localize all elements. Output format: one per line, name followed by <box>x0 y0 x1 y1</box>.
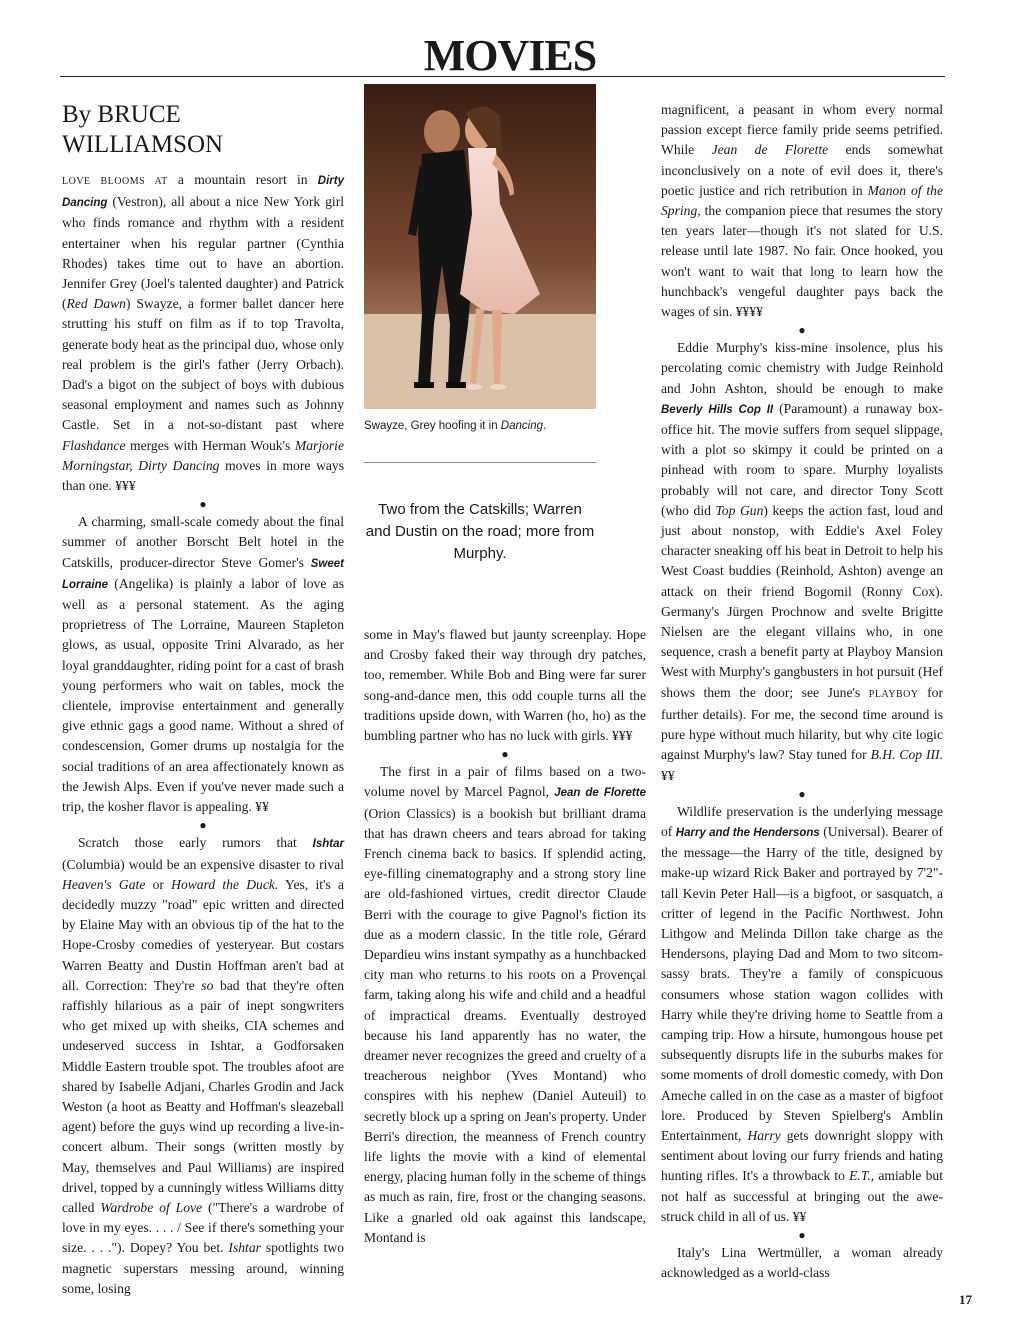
bullet-divider: ● <box>798 1227 806 1242</box>
byline: By BRUCE WILLIAMSON <box>62 101 224 158</box>
review-harry-and-the-hendersons: Wildlife preservation is the underlying message of Harry and the Hendersons (Universal). Bearer of the message—the Harry of the title, designed by make-up wizard Rick Baker and portrayed by 7'2"-tall Kevin Peter Hall—is a bigfoot, or sasquatch, a critter of legend in the Pacific Northwest. John Lithgow and Melinda Dillon take charge as the Hendersons, playing Dad and Mom to two sitcom-sassy brats. They're a family of conspicuous consumers whose station wagon collides with Harry while they're driving home to Seattle from a camping trip. How a hirsute, humongous house pet subsequently disrupts life in the suburbs makes for some moments of droll domestic comedy, with Don Ameche called in on the case as a master of bigfoot lore. Produced by Steven Spielberg's Amblin Entertainment, Harry gets downright sloppy with sentiment about loving our furry friends and hating hunting rifles. It's a throwback to E.T., amiable but not half as successful at bringing out the awe-struck child in all of us. ¥¥ <box>661 803 944 1224</box>
review-sweet-lorraine: A charming, small-scale comedy about the final summer of another Borscht Belt hotel in the Catskills, producer-director Steve Gomer's Sweet Lorraine (Angelika) is plainly a labor of love as well as a personal statement. As the aging proprietress of The Lorraine, Maureen Stapleton glows, as usual, opposite Trini Alvarado, as her loyal granddaughter, riding point for a cast of brash young performers who wait on tables, mock the clientele, improvise entertainment and generally give ethnic gags a good name. Without a shred of condescension, Gomer drums up nostalgia for the social traditions of an area affectionately known as the Jewish Alps. Even if you've never made such a trip, the kosher flavor is appealing. ¥¥ <box>62 514 344 815</box>
header-rule <box>60 76 945 77</box>
review-wertmuller-intro: Italy's Lina Wertmüller, a woman already acknowledged as a world-class <box>661 1244 943 1281</box>
review-jean-de-florette: The first in a pair of films based on a two-volume novel by Marcel Pagnol, Jean de Florette (Orion Classics) is a bookish but brilliant drama that has drawn cheers and tears abroad for taking French cinema back to basics. If splendid acting, eye-filling cinematography and a strong story line are old-fashioned virtues, credit director Claude Berri with the courage to give Pagnol's fiction its due as a modern classic. In the title role, Gérard Depardieu wins instant sympathy as a hunchbacked city man who returns to his roots on a Provençal farm, taking along his wife and child and a headful of impractical dreams. Eventually destroyed because his land apparently has no water, the dreamer never recognizes the greed and cruelty of a treacherous neighbor (Yves Montand) who conspires with his nephew (Daniel Auteuil) to secretly block up a spring on Jean's property. Under Berri's direction, the meanness of French country life lights the movie with a kind of elemental energy, placing human folly in the scheme of things as much as rain, fire, frost or the changing seasons. Like a gnarled old oak against this landscape, Montand is <box>364 764 646 1245</box>
bullet-divider: ● <box>798 786 806 801</box>
film-still-photo <box>364 84 596 409</box>
review-ishtar-continued: some in May's flawed but jaunty screenplay. Hope and Crosby faked their way through dry patches, too, remember. While Bob and Bing were far surer song-and-dance men, this odd couple turns all the traditions upside down, with Warren (ho, ho) as the bumbling partner who has no luck with girls. ¥¥¥ <box>364 627 646 744</box>
film-title: Dirty Dancing <box>62 175 344 210</box>
review-ishtar: Scratch those early rumors that Ishtar (Columbia) would be an expensive disaster to rival Heaven's Gate or Howard the Duck. Yes, it's a decidedly muzzy "road" epic written and directed by Elaine May with an obvious tip of the hat to the Hope-Crosby comedies of yesteryear. But costars Warren Beatty and Dustin Hoffman aren't bad at all. Correction: They're so bad that they're often raffishly hilarious as a pair of inept songwriters who get mixed up with sheiks, CIA schemes and undeserved success in Ishtar, a Godforsaken Middle Eastern trouble spot. The troubles afoot are shared by Isabelle Adjani, Charles Grodin and Jack Weston (a hoot as Beatty and Hoffman's sleazeball agent) before the guys wind up recording a live-in-concert album. Their songs (written mostly by May, themselves and Paul Williams) are inspired drivel, topped by a cunningly witless Williams ditty called Wardrobe of Love ("There's a wardrobe of love in my eyes. . . . / See if there's something your size. . . ."). Dopey? You bet. Ishtar spotlights two magnetic superstars messing around, winning some, losing <box>62 835 344 1296</box>
film-title: Jean de Florette <box>554 787 646 800</box>
film-title: Ishtar <box>312 838 344 851</box>
bullet-divider: ● <box>798 323 806 338</box>
film-title: Harry and the Hendersons <box>675 826 820 839</box>
review-jean-de-florette-continued: magnificent, a peasant in whom every normal passion except fierce family pride seems petrified. While Jean de Florette ends somewhat inconclusively on a note of evil does it, there's poetic justice and rich retribution in Manon of the Spring, the companion piece that resumes the story ten years later—though it's not slated for U.S. release until late 1987. No fair. Once hooked, you won't want to wait that long to learn how the hunchback's vengeful daughter pays back the wages of sin. ¥¥¥¥ <box>661 102 943 320</box>
page-number: 17 <box>959 1292 972 1307</box>
column-1 <box>62 100 344 1299</box>
column-2-text <box>364 625 646 1248</box>
bullet-divider: ● <box>501 747 509 762</box>
photo-caption: Swayze, Grey hoofing it in Dancing. <box>364 420 547 432</box>
caption-rule <box>364 462 596 463</box>
section-title: MOVIES <box>423 31 597 80</box>
bullet-divider: ● <box>199 497 207 512</box>
film-title: Beverly Hills Cop II <box>661 403 774 416</box>
pull-quote: Two from the Catskills; Warren and Dustin on the road; more from Murphy. <box>365 501 595 562</box>
review-beverly-hills-cop-ii: Eddie Murphy's kiss-mine insolence, plus his percolating comic chemistry with Judge Reinhold and John Ashton, should be enough to make Beverly Hills Cop II (Paramount) a runaway box-office hit. The movie suffers from sequel slippage, with a plot so skimpy it could be printed on a pinhead with room to spare. Murphy loyalists probably will not care, and director Tony Scott (who did Top Gun) keeps the action fast, loud and just about nonstop, with Eddie's Axel Foley character sneaking off his beat in Detroit to help his West Coast buddies (Reinhold, Ashton) avenge an attack on their friend Bogomil (Ronny Cox). Germany's Jürgen Prochnow and svelte Brigitte Nielsen are the elegant villains who, in one sequence, crash a benefit party at Playboy Mansion West with Murphy's gangbusters in hot pursuit (Hef shows them the door; see June's PLAYBOY for further details). For me, the second time around is pure hype without much hilarity, but why cite logic against Murphy's law? Stay tuned for B.H. Cop III. ¥¥ <box>661 340 944 783</box>
column-3 <box>661 100 943 1283</box>
review-dirty-dancing: LOVE BLOOMS AT a mountain resort in Dirty Dancing (Vestron), all about a nice New York girl who finds romance and rhythm with a resident entertainer when his regular partner (Cynthia Rhodes) takes time out to have an abortion. Jennifer Grey (Joel's talented daughter) and Patrick (Red Dawn) Swayze, a former ballet dancer here strutting his stuff on film as if to top Travolta, generate body heat as the principal duo, whose only real problem is the girl's father (Jerry Orbach). Dad's a bigot on the subject of boys with dubious seasonal employment and names such as Johnny Castle. Set in a not-so-distant past where Flashdance merges with Herman Wouk's Marjorie Morningstar, Dirty Dancing moves in more ways than one. ¥¥¥ <box>62 172 345 494</box>
bullet-divider: ● <box>199 818 207 833</box>
lead-in: LOVE BLOOMS AT <box>62 176 168 187</box>
column-2-top <box>364 84 646 565</box>
film-title: Sweet Lorraine <box>62 557 344 591</box>
